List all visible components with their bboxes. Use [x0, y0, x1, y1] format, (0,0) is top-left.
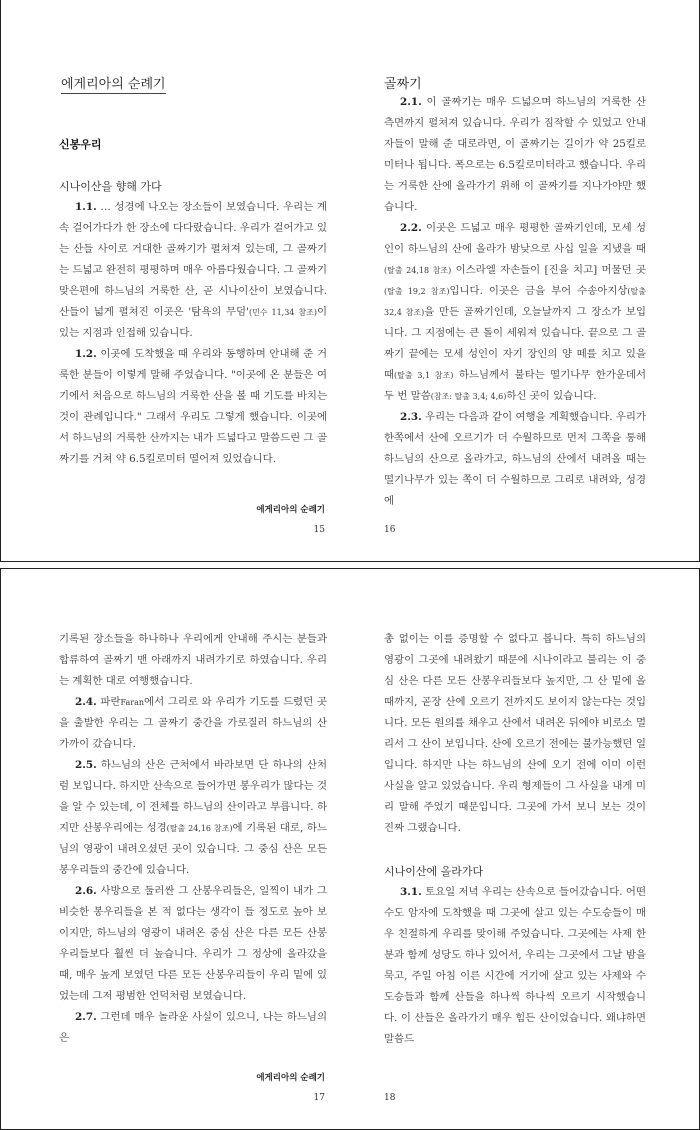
- paragraph-number: 2.1.: [400, 96, 422, 108]
- paragraph-number: 2.7.: [75, 1011, 97, 1023]
- page-16: [384, 0, 646, 561]
- bible-reference: (탈출 24,18 참조): [384, 266, 452, 275]
- paragraph-text: 우리는 다음과 같이 여행을 계획했습니다. 우리가 한쪽에서 산에 오르기가 더 수월하므로 먼저 그쪽을 통해 하느님의 산으로 올라가고, 하느님의 산에서 내려올 때는 떨기나무가 있는 쪽이 더 수월하므로 그리로 내려와, 성경에: [384, 411, 646, 507]
- bible-reference: (참조: 탈출 3,4; 4,6): [430, 392, 507, 401]
- page-15-body: [59, 176, 327, 470]
- paragraph-2-1: [384, 92, 646, 218]
- subheading: 시나이산을 향해 가다: [59, 180, 162, 193]
- paragraph-number: 3.1.: [400, 886, 422, 898]
- paragraph-number: 2.6.: [75, 885, 97, 897]
- page-number: 17: [313, 1093, 325, 1103]
- page-18: [384, 569, 646, 1129]
- paragraph-number: 2.3.: [400, 411, 422, 423]
- paragraph-continued: 총 없이는 이를 증명할 수 없다고 봅니다. 특히 하느님의 영광이 그곳에 내려왔기 때문에 시나이라고 불리는 이 중심 산은 다른 모든 산봉우리들보다 높지만, 그 산 밑에 올 때까지, 곧장 산에 오르기 전까지도 보이지 않는다는 것입니다. 모든 원의를 채우고 산에서 내려온 뒤에야 비로소 멀리서 그 산이 보입니다. 산에 오르기 전에는 불가능했던 일입니다. 하지만 나는 하느님의 산에 오기 전에 이미 이런 사실을 알고 있었습니다. 우리 형제들이 그 사실을 내게 미리 말해 주었기 때문입니다. 그곳에 가서 보니 보는 것이 진짜 그랬습니다.: [384, 633, 646, 834]
- page-18-body: [384, 629, 646, 839]
- paragraph-number: 1.1.: [75, 201, 97, 213]
- paragraph-text: 그런데 매우 놀라운 사실이 있으니, 나는 하느님의 은: [59, 1011, 327, 1044]
- page-number: 18: [384, 1093, 396, 1103]
- paragraph-1-2: [59, 344, 327, 470]
- paragraph-1-1: [59, 197, 327, 344]
- paragraph-2-4: [59, 692, 327, 755]
- bible-reference: (민수 11,34 참조): [248, 308, 317, 317]
- paragraph-3-1: [384, 882, 646, 1050]
- page-15: [59, 0, 327, 561]
- paragraph-text: 사방으로 둘러싼 그 산봉우리들은, 일찍이 내가 그 비슷한 봉우리들을 본 적 없다는 생각이 들 정도로 높아 보이지만, 하느님의 영광이 내려온 중심 산은 다른 모든 산봉우리들보다 훨씬 더 높습니다. 우리가 그 정상에 올라갔을 때, 매우 높게 보였던 다른 모든 산봉우리들이 우리 밑에 있었는데 그저 평범한 언덕처럼 보였습니다.: [59, 885, 327, 1002]
- spread-bottom: [0, 568, 700, 1130]
- page-18-section: [384, 861, 646, 1050]
- paragraph-text: 토요일 저녁 우리는 산속으로 들어갔습니다. 어떤 수도 암자에 도착했을 때 그곳에 살고 있는 수도승들이 매우 친절하게 우리를 맞이해 주었습니다. 그곳에는 사제 한 분과 함께 성당도 하나 있어서, 우리는 그곳에서 그날 밤을 묵고, 주일 아침 이른 시간에 거기에 살고 있는 사제와 수도승들과 함께 산들을 하나씩 하나씩 오르기 시작했습니다. 이 산들은 올라가기 매우 힘든 산이었습니다. 왜냐하면 말씀드: [384, 886, 646, 1045]
- running-head-book-title: 에게리아의 순례기: [61, 73, 166, 94]
- paragraph-2-6: [59, 881, 327, 1007]
- paragraph-text: 이 골짜기는 매우 드넓으며 하느님의 거룩한 산 측면까지 펼쳐져 있습니다. 우리가 짐작할 수 있었고 안내자들이 말해 준 대로라면, 이 골짜기는 길이가 약 25킬로미터나 됩니다. 폭으로는 6.5킬로미터라고 했습니다. 우리는 거룩한 산에 올라가기 위해 이 골짜기를 지나가야만 했습니다.: [384, 96, 646, 213]
- paragraph-text: 이곳은 드넓고 매우 평평한 골짜기인데, 모세 성인이 하느님의 산에 올라가 밤낮으로 사십 일을 지냈을 때: [384, 222, 646, 255]
- paragraph-text: 하신 곳이 있습니다.: [506, 390, 597, 402]
- paragraph-text: 파란: [96, 696, 121, 708]
- paragraph-text: 하느님의 산은 근처에서 바라보면 단 하나의 산처럼 보입니다. 하지만 산속으로 들어가면 봉우리가 많다는 것을 알 수 있는데, 이 전체를 하느님의 산이라고 부릅니다. 하지만 산봉우리에는 성경: [59, 759, 327, 834]
- paragraph-text: 하느님께서 불타는 떨기나무 한가운데서 두 번 말씀: [384, 369, 646, 402]
- section-heading-block: [59, 134, 327, 155]
- page-17: [59, 569, 327, 1129]
- running-head-chapter: 골짜기: [384, 77, 422, 92]
- paragraph-text: 에 기록된 대로, 하느님의 영광이 내려오셨던 곳이 있습니다. 그 중심 산은 모든 봉우리들의 중간에 있습니다.: [59, 822, 327, 876]
- footer-book-title: 에게리아의 순례기: [256, 1073, 325, 1083]
- paragraph-text: … 성경에 나오는 장소들이 보였습니다. 우리는 계속 걸어가다가 한 장소에 다다랐습니다. 우리가 걸어가고 있는 산들 사이로 거대한 골짜기가 펼쳐져 있는데, 그 골짜기는 드넓고 완전히 평평하며 매우 아름다웠습니다. 그 골짜기 맞은편에 하느님의 거룩한 산, 곧 시나이산이 보였습니다. 산들이 넓게 펼쳐진 이곳은 '탐욕의 무덤': [59, 201, 327, 318]
- paragraph-2-3: [384, 407, 646, 512]
- paragraph-number: 2.2.: [400, 222, 422, 234]
- subheading: 시나이산에 올라가다: [384, 865, 484, 878]
- paragraph-text: 이곳에 도착했을 때 우리와 동행하며 안내해 준 거룩한 분들이 이렇게 말해 주었습니다. "이곳에 온 분들은 여기에서 처음으로 하느님의 거룩한 산을 볼 때 기도를 바치는 것이 관례입니다." 그래서 우리도 그렇게 했습니다. 이곳에서 하느님의 거룩한 산까지는 내가 드넓다고 말씀드린 그 골짜기를 거쳐 약 6.5킬로미터 떨어져 있었습니다.: [59, 348, 327, 465]
- spread-top: [0, 0, 700, 562]
- paragraph-2-7: [59, 1007, 327, 1049]
- footer-book-title: 에게리아의 순례기: [256, 505, 325, 515]
- paragraph-text: 을 만든 골짜기인데, 오늘날까지 그 장소가 보입니다. 그 지점에는 큰 돌이 세워져 있습니다. 끝으로 그 골짜기 끝에는 모세 성인이 자기 장인의 양 떼를 치고 있을 때: [384, 306, 647, 381]
- paragraph-2-2: [384, 218, 646, 407]
- paragraph-text: 입니다. 이곳은 금을 부어 수송아지상: [449, 285, 628, 297]
- bible-reference: (탈출 3,1 참조): [394, 371, 454, 380]
- paragraph-number: 2.4.: [75, 696, 97, 708]
- paragraph-text: 이 있는 지점과 인접해 있습니다.: [59, 306, 327, 339]
- latin-gloss: Faran: [120, 698, 145, 707]
- paragraph-number: 2.5.: [75, 759, 97, 771]
- bible-reference: (탈출 24,16 참조): [166, 824, 233, 833]
- bible-reference: (탈출 32,4 참조): [384, 287, 646, 317]
- paragraph-text: 에서 그리로 와 우리가 기도를 드렸던 곳을 출발한 우리는 그 골짜기 중간을 가로질러 하느님의 산 가까이 갔습니다.: [59, 696, 327, 750]
- paragraph-text: 이스라엘 자손들이 [진을 치고] 머물던 곳: [451, 264, 646, 276]
- section-heading: 신봉우리: [59, 138, 102, 151]
- page-number: 15: [313, 525, 325, 535]
- paragraph-continued: 기록된 장소들을 하나하나 우리에게 안내해 주시는 분들과 합류하여 골짜기 맨 아래까지 내려가기로 하였습니다. 우리는 계획한 대로 여행했습니다.: [59, 633, 327, 687]
- page-number: 16: [384, 525, 396, 535]
- paragraph-number: 1.2.: [75, 348, 97, 360]
- page-16-body: [384, 92, 646, 512]
- bible-reference: (탈출 19,2 참조): [384, 287, 450, 296]
- page-17-body: [59, 629, 327, 1049]
- paragraph-2-5: [59, 755, 327, 881]
